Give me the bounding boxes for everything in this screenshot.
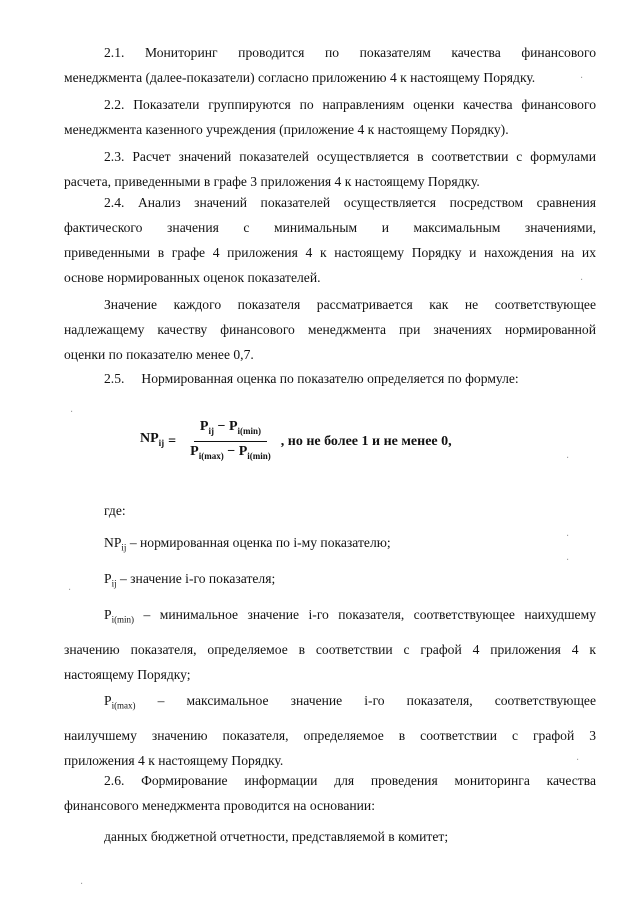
- paragraph-line: Значение каждого показателя рассматривается как не соответствующее: [104, 297, 596, 312]
- paragraph-line: финансового менеджмента проводится на основании:: [64, 798, 375, 813]
- formula-denominator: $P_{i(max)} - P_{i(min)}$: [190, 443, 271, 461]
- normalized-score-formula: [140, 418, 452, 465]
- scan-speck: ·: [566, 453, 570, 464]
- paragraph-line: приведенными в графе 4 приложения 4 к настоящему Порядку и нахождения на их: [64, 245, 596, 260]
- paragraph-2-4: [64, 190, 596, 290]
- formula-numerator: $P_{ij} - P_{i(min)}$: [194, 418, 267, 442]
- paragraph-line: $NP_{ij}$ – нормированная оценка по i-му показателю;: [104, 535, 391, 553]
- definition-p: [64, 566, 596, 597]
- paragraph-line: менеджмента казенного учреждения (приложение 4 к настоящему Порядку).: [64, 122, 509, 137]
- paragraph-2-6: [64, 768, 596, 818]
- definition-pmax: [64, 688, 596, 773]
- scan-speck: ·: [580, 275, 584, 286]
- paragraph-line: данных бюджетной отчетности, представляемой в комитет;: [104, 829, 449, 844]
- paragraph-line: основе нормированных оценок показателей.: [64, 270, 321, 285]
- paragraph-2-3: [64, 144, 596, 194]
- paragraph-line: где:: [104, 503, 126, 518]
- scan-speck: ·: [580, 73, 584, 84]
- scan-speck: ·: [566, 555, 570, 566]
- formula-constraint: , но не более 1 и не менее 0,: [280, 433, 452, 449]
- formula-fraction: [184, 418, 277, 465]
- definition-np: [64, 530, 596, 561]
- paragraph-line: $P_{i(max)}$ – максимальное значение i-го показателя, соответствующее: [104, 693, 596, 711]
- paragraph-2-1: [64, 40, 596, 90]
- paragraph-line: 2.1. Мониторинг проводится по показателям качества финансового: [104, 45, 596, 60]
- paragraph-threshold: [64, 292, 596, 367]
- paragraph-line: 2.2. Показатели группируются по направлениям оценки качества финансового: [104, 97, 596, 112]
- paragraph-line: $P_{i(min)}$ – минимальное значение i-го показателя, соответствующее наихудшему: [104, 607, 596, 625]
- paragraph-line: 2.3. Расчет значений показателей осуществляется в соответствии с формулами: [104, 149, 596, 164]
- paragraph-line: 2.6. Формирование информации для проведения мониторинга качества: [104, 773, 596, 788]
- formula-lhs: $NP_{ij}$: [140, 431, 165, 449]
- paragraph-line: наилучшему значению показателя, определяемое в соответствии с графой 3: [64, 727, 596, 743]
- paragraph-where: [64, 498, 596, 523]
- paragraph-2-2: [64, 92, 596, 142]
- paragraph-line: менеджмента (далее-показатели) согласно приложению 4 к настоящему Порядку.: [64, 70, 536, 85]
- scan-speck: ·: [80, 879, 84, 890]
- paragraph-line: расчета, приведенными в графе 3 приложения 4 к настоящему Порядку.: [64, 174, 480, 189]
- scan-speck: ·: [576, 755, 580, 766]
- paragraph-line: 2.5. Нормированная оценка по показателю определяется по формуле:: [104, 371, 519, 386]
- paragraph-line: оценки по показателю менее 0,7.: [64, 347, 254, 362]
- paragraph-line: 2.4. Анализ значений показателей осуществляется посредством сравнения: [104, 195, 596, 210]
- definition-pmin: [64, 602, 596, 687]
- paragraph-line: приложения 4 к настоящему Порядку.: [64, 752, 284, 768]
- paragraph-line: значению показателя, определяемое в соответствии с графой 4 приложения 4 к: [64, 641, 596, 657]
- scan-speck: ·: [70, 407, 74, 418]
- paragraph-line: надлежащему качеству финансового менеджмента при значениях нормированной: [64, 322, 596, 337]
- symbol-pmax: $P_{i(max)}$: [104, 693, 136, 711]
- scan-speck: ·: [68, 585, 72, 596]
- symbol-p: $P_{ij}$: [104, 571, 117, 589]
- paragraph-line: настоящему Порядку;: [64, 666, 191, 682]
- symbol-np: $NP_{ij}$: [104, 535, 127, 553]
- scan-speck: ·: [566, 531, 570, 542]
- paragraph-line: фактического значения с минимальным и максимальным значениями,: [64, 220, 596, 235]
- paragraph-2-5: [64, 366, 596, 391]
- paragraph-line: $P_{ij}$ – значение i-го показателя;: [104, 571, 276, 589]
- formula-equals: =: [168, 433, 177, 449]
- paragraph-budget-data: [64, 824, 596, 849]
- symbol-pmin: $P_{i(min)}$: [104, 607, 135, 625]
